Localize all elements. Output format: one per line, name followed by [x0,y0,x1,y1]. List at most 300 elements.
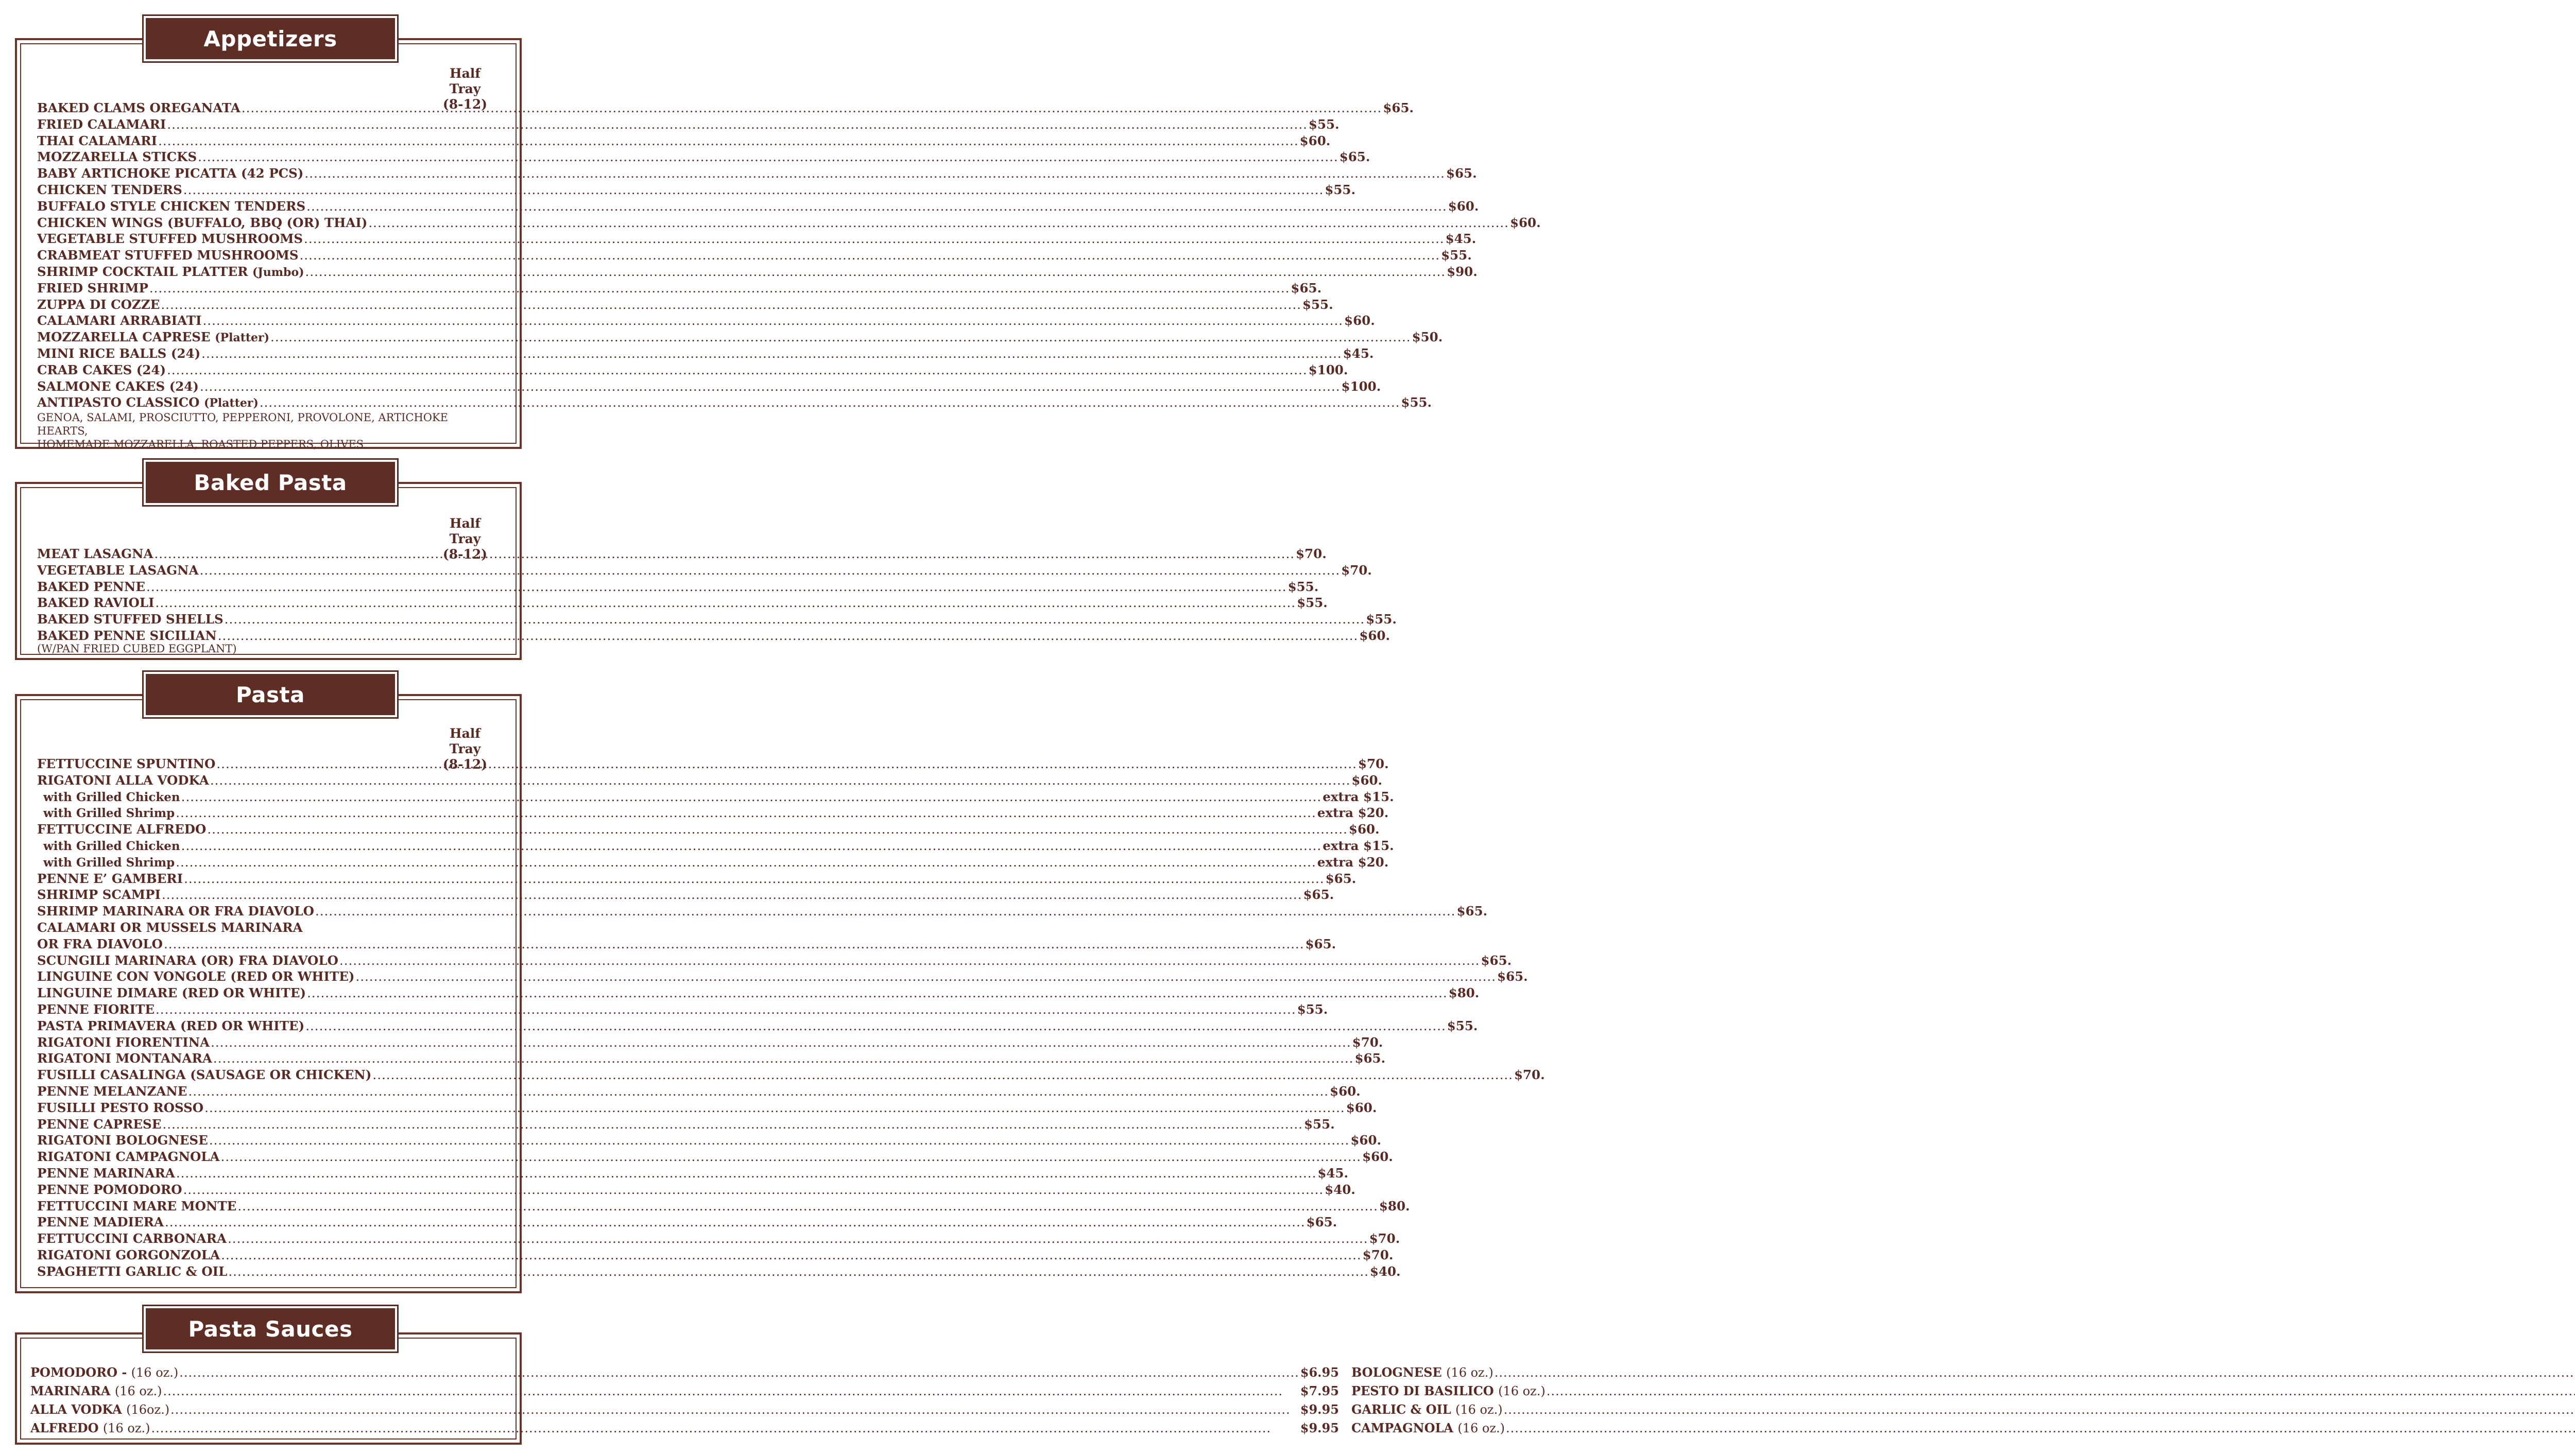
dot-leader [200,562,1341,579]
note-line: GENOA, SALAMI, PROSCIUTTO, PEPPERONI, PROVOLONE, ARTICHOKE HEARTS, [37,411,449,437]
menu-item-name-text: ANTIPASTO CLASSICO [37,395,204,410]
sauces-left-column [30,1363,1339,1437]
menu-item-name [37,133,157,149]
menu-item-price: $45. [1343,345,1374,361]
sauce-size: (16 oz.) [131,1365,179,1380]
menu-item-name [37,611,224,628]
menu-item-price: $9.95 [1300,1402,1339,1417]
menu-item-name [37,595,154,611]
menu-item-name-text: SALMONE CAKES (24) [37,378,199,394]
dot-leader [306,198,1447,215]
menu-item-name-text: FETTUCCINE SPUNTINO [37,756,216,771]
menu-item-name-text: RIGATONI GORGONZOLA [37,1247,220,1262]
menu-item-price: $50. [1412,330,1443,345]
menu-item-name-text: RIGATONI ALLA VODKA [37,772,209,788]
menu-item-price: $65. [1306,1215,1337,1230]
dot-leader [170,1400,1299,1419]
menu-item-row [37,1034,1383,1051]
dot-leader [237,1198,1378,1215]
section-title: Pasta Sauces [146,1308,395,1349]
menu-item-name-text: FUSILLI CASALINGA (SAUSAGE OR CHICKEN) [37,1067,372,1083]
menu-item-name-text: RIGATONI FIORENTINA [37,1034,210,1050]
menu-item-name [37,1263,227,1280]
menu-item-name-text: CHICKEN TENDERS [37,182,182,197]
dot-leader [201,345,1342,362]
menu-item-row [1351,1400,2575,1419]
menu-item-name-text: MARINARA [30,1383,115,1398]
menu-item-price: $60. [1348,822,1380,837]
menu-item-name [37,805,175,822]
pasta-section [15,694,1545,1293]
menu-item-name [37,1198,236,1215]
menu-item-row [37,133,1331,149]
menu-item-name-text: BUFFALO STYLE CHICKEN TENDERS [37,198,306,214]
menu-item-price: $55. [1441,248,1472,263]
dot-leader [163,1382,1299,1400]
menu-item-row [37,313,1375,329]
dot-leader [161,297,1301,313]
menu-item-name [37,838,180,855]
menu-item-name [37,1247,220,1263]
menu-item-price: $70. [1514,1067,1545,1083]
menu-item-name [37,579,145,595]
menu-item-price: $65. [1339,149,1370,165]
menu-item-name [37,165,303,182]
menu-item-row [37,562,1372,579]
menu-item-row [37,772,1383,789]
menu-item-name-text: MOZZARELLA CAPRESE [37,330,215,345]
menu-item-price: $55. [1308,116,1340,132]
section-title: Pasta [146,674,395,715]
dot-leader [181,838,1322,854]
menu-item-name [37,1083,187,1100]
dot-leader [339,952,1480,969]
menu-item-name-text: BABY ARTICHOKE PICATTA (42 PCS) [37,166,304,181]
menu-item-row [37,579,1319,595]
dot-leader [305,264,1446,280]
baked-pasta-list [37,546,1397,644]
menu-item-row [37,1182,1355,1198]
menu-item-price: $55. [1297,595,1328,611]
menu-item-price: $80. [1448,985,1480,1001]
menu-item-row [37,329,1443,345]
menu-item-name-text: SHRIMP SCAMPI [37,887,161,903]
menu-item-name-text: SPAGHETTI GARLIC & OIL [37,1263,228,1279]
menu-item-row [37,821,1380,838]
dot-leader [228,1230,1368,1247]
appetizers-section [15,38,1541,450]
column-head-label: Half Tray [449,516,481,546]
menu-item-price: $55. [1302,297,1333,312]
menu-item-qualifier: (Platter) [203,396,259,410]
menu-item-row [37,871,1357,887]
menu-item-price: $65. [1354,1051,1386,1066]
menu-item-name [37,1050,212,1067]
dot-leader [304,165,1445,182]
column-head-servings: (8-12) [442,547,488,562]
menu-item-row [30,1400,1339,1419]
menu-item-name-text: ZUPPA DI COZZE [37,297,160,312]
menu-item-name [37,936,163,952]
menu-item-row [37,100,1414,116]
menu-item-row [37,936,1336,952]
menu-item-price: $45. [1317,1165,1349,1181]
menu-item-price: $40. [1325,1182,1355,1197]
menu-item-name [37,887,161,903]
menu-item-price: $100. [1308,362,1348,377]
menu-item-name [37,100,241,116]
dot-leader [176,1165,1317,1182]
dot-leader [315,903,1456,920]
menu-item-price: $65. [1481,952,1512,968]
menu-item-name [37,772,209,789]
sauces-grid [30,1363,1546,1437]
column-head-servings: (8-12) [442,757,488,772]
menu-item-price: $60. [1330,1083,1361,1099]
menu-item-price: $70. [1362,1247,1394,1262]
menu-item-row [37,297,1333,313]
menu-item-price: $60. [1344,313,1375,328]
baked-pasta-note [37,642,490,655]
menu-item-name [37,903,314,920]
dot-leader [304,231,1445,247]
dot-leader [162,1116,1303,1133]
menu-item-name-text: BAKED PENNE SICILIAN [37,628,217,643]
dot-leader [167,362,1308,378]
menu-item-row [37,1100,1377,1116]
menu-item-name-text: FRIED CALAMARI [37,116,166,132]
menu-item-name [37,215,367,231]
dot-leader [213,1050,1354,1067]
dot-leader [221,1149,1362,1165]
menu-item-name-text: FETTUCCINE ALFREDO [37,822,207,837]
menu-item-name-text: BOLOGNESE [1351,1365,1447,1380]
menu-item-price: $90. [1447,264,1478,279]
menu-item-name-text: BAKED STUFFED SHELLS [37,612,224,627]
menu-item-row [1351,1382,2575,1400]
menu-item-row [37,1001,1328,1018]
dot-leader [167,116,1308,133]
menu-item-price: extra $15. [1323,838,1394,853]
menu-item-name [37,182,182,198]
menu-item-price: $55. [1366,612,1397,627]
menu-item-name-text: POMODORO - [30,1365,131,1380]
menu-item-row [37,805,1389,821]
menu-item-row [37,1165,1349,1182]
menu-item-price: $55. [1288,579,1319,594]
menu-item-price: $55. [1325,182,1355,197]
menu-item-price: $65. [1446,166,1477,181]
sauce-size: (16 oz.) [1498,1384,1546,1398]
menu-item-row [37,789,1394,805]
menu-item-name [30,1382,162,1400]
menu-item-name [37,378,199,395]
menu-item-name-text: RIGATONI CAMPAGNOLA [37,1149,220,1165]
menu-item-price: $55. [1447,1018,1478,1033]
sauce-size: (16 oz.) [1457,1421,1505,1435]
dot-leader [151,1419,1299,1437]
dot-leader [184,871,1325,887]
menu-item-price: $45. [1445,231,1477,247]
menu-item-name-text: FUSILLI PESTO ROSSO [37,1100,204,1115]
menu-item-name [37,394,259,412]
menu-item-name [37,1100,203,1116]
dot-leader [149,280,1290,297]
menu-item-price: $65. [1325,871,1357,886]
dot-leader [1547,1382,2575,1400]
menu-item-name-text: THAI CALAMARI [37,133,158,148]
menu-item-name-text: PENNE MADIERA [37,1215,164,1230]
menu-item-price: $65. [1383,100,1414,115]
menu-item-name-text: with Grilled Shrimp [43,806,175,821]
menu-item-name [30,1363,178,1382]
menu-item-row [37,1263,1401,1280]
menu-item-name [37,1165,175,1182]
menu-item-price: $70. [1369,1231,1400,1246]
menu-item-name [37,1132,208,1149]
menu-item-name-text: CRAB CAKES (24) [37,362,166,377]
menu-item-row [37,165,1477,182]
menu-item-name [37,789,180,806]
dot-leader [209,1132,1350,1149]
menu-item-row [37,1198,1410,1215]
menu-item-price: extra $15. [1323,789,1394,804]
dot-leader [1504,1400,2575,1419]
menu-item-name [37,1149,220,1165]
menu-item-name [37,116,166,133]
menu-item-name-text: PASTA PRIMAVERA (RED OR WHITE) [37,1018,305,1033]
dot-leader [218,628,1359,644]
menu-item-price: $70. [1352,1034,1383,1050]
menu-item-price: $60. [1346,1100,1377,1115]
menu-item-row [37,1018,1478,1034]
menu-item-row [37,149,1370,165]
menu-item-price: $60. [1509,215,1541,230]
menu-item-name [1351,1419,1505,1437]
dot-leader [228,1263,1369,1280]
menu-item-name-text: PENNE E’ GAMBERI [37,871,183,886]
dot-leader [176,805,1316,821]
menu-item-row [37,985,1480,1001]
menu-item-name-text: SHRIMP COCKTAIL PLATTER [37,264,252,279]
dot-leader [355,968,1496,985]
menu-item-name-text: VEGETABLE LASAGNA [37,562,199,578]
menu-item-row [37,215,1541,231]
menu-item-name-text: RIGATONI BOLOGNESE [37,1133,208,1148]
dot-leader [305,1018,1446,1034]
menu-item-row [37,362,1348,378]
dot-leader [1495,1363,2575,1382]
menu-item-row [30,1419,1339,1437]
menu-item-name-text: ALFREDO [30,1420,103,1435]
dot-leader [176,854,1316,871]
menu-item-name-text: BAKED RAVIOLI [37,595,154,611]
menu-item-name [37,264,304,281]
menu-item-row [37,1149,1393,1165]
dot-leader [154,546,1295,562]
menu-item-name [37,562,199,579]
menu-item-name [37,821,206,838]
dot-leader [183,182,1324,198]
menu-item-name-text: BAKED CLAMS OREGANATA [37,100,241,115]
menu-item-row [37,280,1322,297]
menu-item-name-text: LINGUINE DIMARE (RED OR WHITE) [37,985,306,1001]
section-title: Baked Pasta [146,462,395,503]
sauces-right-column [1351,1363,2575,1437]
dot-leader [260,394,1400,411]
menu-item-name [37,231,303,247]
menu-item-name [37,297,160,313]
menu-item-price: $9.95 [1300,1420,1339,1435]
dot-leader [211,1034,1351,1051]
menu-item-name [30,1419,150,1437]
menu-item-name-text: ALLA VODKA [30,1402,127,1417]
menu-item-price: $70. [1296,546,1327,561]
menu-item-price: $60. [1299,133,1331,148]
menu-item-row [37,903,1488,920]
menu-item-name-text: with Grilled Chicken [43,839,180,853]
menu-item-row [37,1083,1361,1100]
dot-leader [300,247,1440,264]
menu-item-name-text: with Grilled Chicken [43,790,180,804]
note-line: HOMEMADE MOZZARELLA, ROASTED PEPPERS, OLIVES [37,438,364,450]
menu-item-name-text: PENNE POMODORO [37,1182,182,1197]
menu-item-price: extra $20. [1317,805,1389,821]
dot-leader [200,378,1341,395]
menu-item-row [37,182,1355,198]
menu-item-name [30,1400,169,1419]
dot-leader [368,215,1509,231]
menu-item-row [37,756,1389,772]
dot-leader [164,936,1304,952]
menu-item-name [37,345,200,362]
dot-leader [146,579,1287,595]
menu-item-price: $65. [1305,936,1336,951]
menu-item-price: $65. [1303,887,1334,903]
menu-item-name [37,198,305,215]
menu-item-row [37,1050,1386,1067]
note-line: (W/PAN FRIED CUBED EGGPLANT) [37,643,237,655]
sauce-size: (16 oz.) [1446,1365,1494,1380]
menu-item-row [37,378,1381,395]
menu-item-name-text: VEGETABLE STUFFED MUSHROOMS [37,231,303,247]
menu-item-name [37,1018,304,1034]
menu-item-name [37,985,306,1001]
dot-leader [158,133,1299,149]
menu-item-row [37,1132,1382,1149]
menu-item-name-text: GARLIC & OIL [1351,1402,1455,1417]
sauce-size: (16 oz.) [102,1421,150,1435]
menu-item-name [37,1214,164,1230]
menu-item-name [1351,1400,1503,1419]
menu-item-name [1351,1363,1494,1382]
menu-item-price: $80. [1379,1198,1410,1214]
menu-item-name-text: BAKED PENNE [37,579,146,594]
dot-leader [165,1214,1306,1230]
menu-item-row [37,345,1374,362]
menu-item-name-text: PESTO DI BASILICO [1351,1383,1499,1398]
dot-leader [307,985,1448,1001]
menu-item-price: $7.95 [1300,1383,1339,1398]
menu-item-name-text: PENNE MELANZANE [37,1083,187,1099]
menu-item-name [37,920,303,936]
menu-item-row [37,968,1528,985]
menu-item-price: $65. [1291,280,1322,296]
menu-item-name [37,313,202,329]
menu-item-row [37,838,1394,854]
dot-leader [210,772,1351,789]
column-head-label: Half Tray [449,66,481,96]
menu-item-name [37,871,183,887]
menu-item-name-text: LINGUINE CON VONGOLE (RED OR WHITE) [37,969,355,984]
menu-item-name-text: FRIED SHRIMP [37,280,148,296]
menu-item-price: $60. [1351,772,1383,788]
appetizers-list [37,100,1541,411]
menu-item-name [37,1034,210,1051]
dot-leader [225,611,1365,628]
appetizers-header [142,14,399,63]
dot-leader [198,149,1338,165]
menu-item-price: $65. [1456,904,1488,919]
dot-leader [270,329,1411,345]
dot-leader [204,1100,1345,1116]
menu-item-name [37,149,197,165]
menu-item-name [37,546,153,562]
dot-leader [372,1067,1513,1083]
menu-item-price: $60. [1362,1149,1393,1165]
menu-item-row [37,1067,1545,1083]
menu-item-price: $60. [1350,1133,1382,1148]
dot-leader [207,821,1348,838]
menu-item-price: $55. [1303,1116,1335,1132]
menu-item-name-text: MEAT LASAGNA [37,546,153,561]
pasta-list [37,756,1545,1280]
menu-item-name [37,1116,161,1133]
menu-item-name-text: PENNE FIORITE [37,1001,155,1017]
menu-item-name-text: PENNE CAPRESE [37,1116,162,1132]
menu-item-price: $60. [1448,198,1479,214]
menu-item-name [37,329,269,346]
sauce-size: (16 oz.) [1455,1402,1503,1417]
menu-item-row [37,1214,1337,1230]
menu-item-price: $40. [1369,1263,1401,1279]
menu-item-row [37,887,1334,903]
menu-item-name-text: MINI RICE BALLS (24) [37,345,201,361]
menu-item-name [37,756,215,772]
menu-item-row [37,394,1432,411]
dot-leader [183,1182,1324,1198]
dot-leader [1506,1419,2575,1437]
column-head-label: Half Tray [449,726,481,756]
baked-pasta-header [142,458,399,507]
menu-item-name [37,1182,182,1198]
menu-item-row [37,1116,1335,1133]
menu-item-name [37,362,166,378]
dot-leader [216,756,1357,772]
menu-item-row [37,920,490,936]
section-title: Appetizers [146,18,395,59]
sauce-size: (16 oz.) [114,1384,162,1398]
menu-item-name-text: PENNE MARINARA [37,1165,175,1181]
menu-item-name [37,968,354,985]
menu-item-row [30,1382,1339,1400]
menu-item-price: $60. [1359,628,1390,643]
baked-pasta-section [15,482,1397,660]
menu-item-row [37,247,1472,264]
menu-item-name [37,1067,371,1083]
menu-item-price: $6.95 [1300,1365,1339,1380]
menu-item-name-text: CALAMARI OR MUSSELS MARINARA [37,920,303,935]
